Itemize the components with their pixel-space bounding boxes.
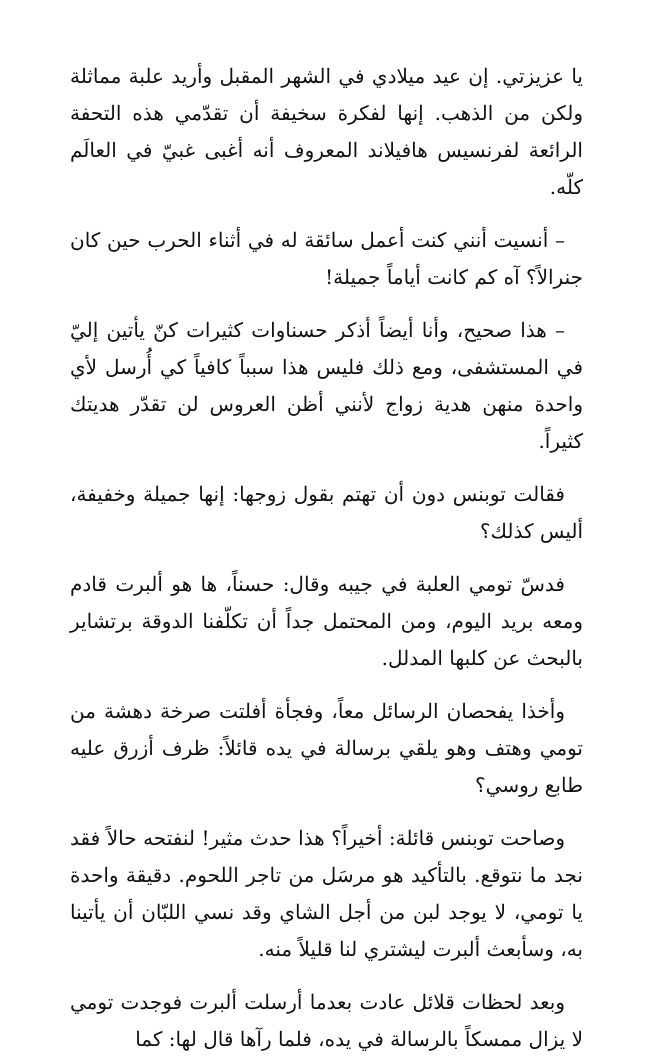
paragraph: – هذا صحيح، وأنا أيضاً أذكر حسناوات كثيرات كنّ يأتين إليّ في المستشفى، ومع ذلك فليس هذا سبباً كافياً كي أُرسل لأي واحدة منهن هدية زواج لأنني أظن العروس لن تقدّر هديتك كثيراً. <box>70 318 583 453</box>
paragraph: فقالت توبنس دون أن تهتم بقول زوجها: إنها جميلة وخفيفة، أليس كذلك؟ <box>70 482 583 543</box>
paragraph: وصاحت توبنس قائلة: أخيراً؟ هذا حدث مثير! لنفتحه حالاً فقد نجد ما نتوقع. بالتأكيد هو مرسَل من تاجر اللحوم. دقيقة واحدة يا تومي، لا يوجد لبن من أجل الشاي وقد نسي اللبّان أن يأتينا به، وسأبعث ألبرت ليشتري لنا قليلاً منه. <box>70 826 583 961</box>
paragraph: فدسّ تومي العلبة في جيبه وقال: حسناً، ها هو ألبرت قادم ومعه بريد اليوم، ومن المحتمل جداً أن تكلّفنا الدوقة برتشاير بالبحث عن كلبها المدلل. <box>70 572 583 670</box>
paragraph: يا عزيزتي. إن عيد ميلادي في الشهر المقبل وأريد علبة مماثلة ولكن من الذهب. إنها لفكرة سخيفة أن تقدّمي هذه التحفة الرائعة لفرنسيس هافيلاند المعروف أنه أغبى غبيّ في العالَم كلّه. <box>70 64 583 199</box>
paragraph: وأخذا يفحصان الرسائل معاً، وفجأة أفلتت صرخة دهشة من تومي وهتف وهو يلقي برسالة في يده قائلاً: ظرف أزرق عليه طابع روسي؟ <box>70 699 583 797</box>
paragraph: وبعد لحظات قلائل عادت بعدما أرسلت ألبرت فوجدت تومي لا يزال ممسكاً بالرسالة في يده، فلما رآها قال لها: كما <box>70 990 583 1051</box>
paragraph: – أنسيت أنني كنت أعمل سائقة له في أثناء الحرب حين كان جنرالاً؟ آه كم كانت أياماً جميلة! <box>70 228 583 289</box>
